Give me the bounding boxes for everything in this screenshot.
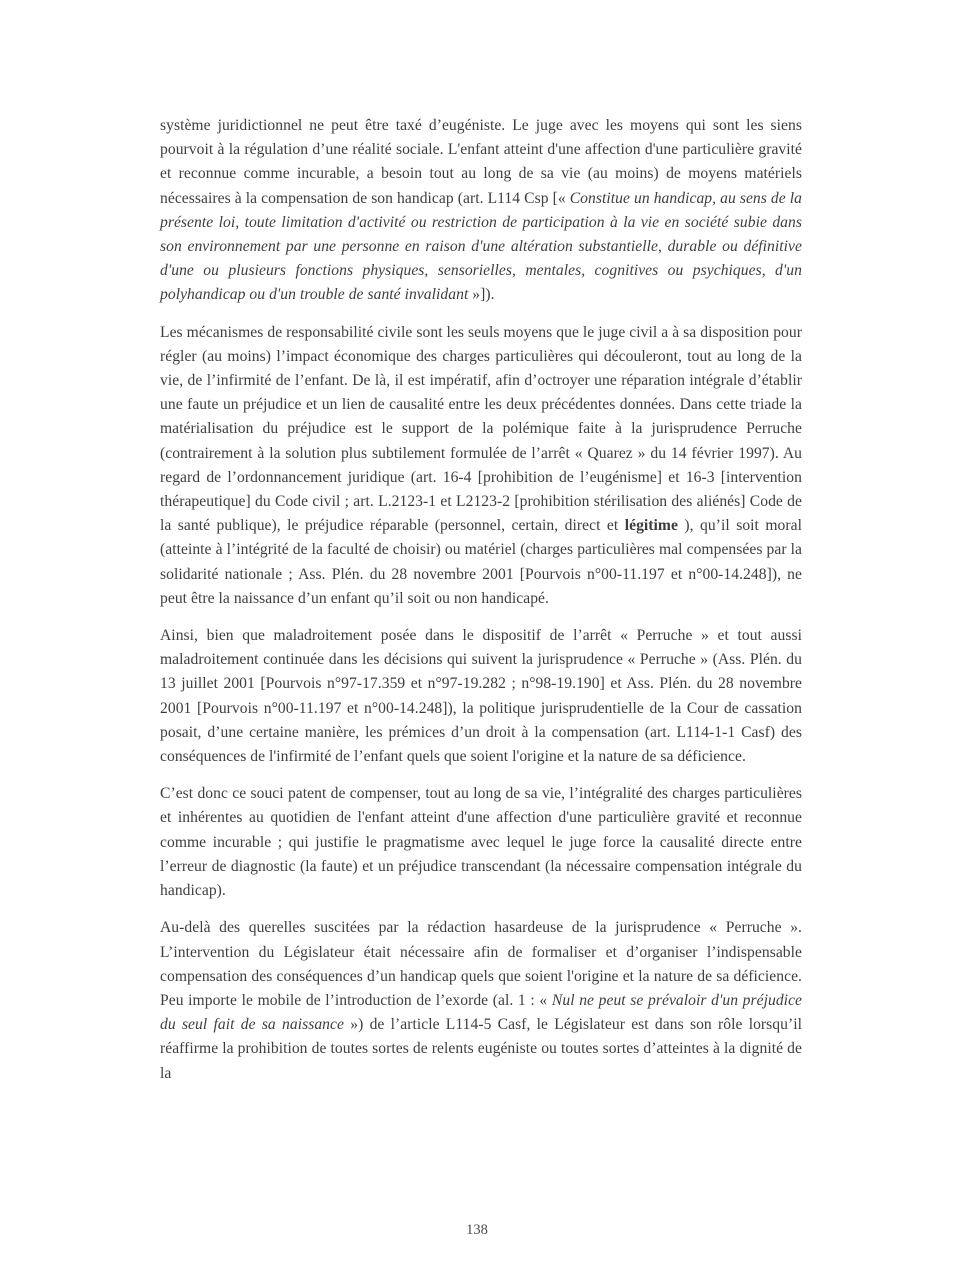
page-number: 138 — [466, 1222, 488, 1238]
body-paragraph — [160, 624, 802, 769]
paragraph-run: Au-delà des querelles suscitées par la rédaction hasardeuse de la jurisprudence « Perruche ». L’intervention du Législateur était nécessaire afin de formaliser et d’organiser l’indispensable compensation des conséquences d’un handicap quels que soient l'origine et la nature de sa déficience. Peu importe le mobile de l’introduction de l’exorde (al. 1 : « — [160, 919, 802, 1009]
paragraph-run-italic: Constitue un handicap, au sens de la présente loi, toute limitation d'activité ou restriction de participation à la vie en société subie dans son environnement par une personne en raison d'une altération substantielle, durable ou définitive d'une ou plusieurs fonctions physiques, sensorielles, mentales, cognitives ou psychiques, d'un polyhandicap ou d'un trouble de santé invalidant — [160, 189, 803, 304]
paragraph-run: système juridictionnel ne peut être taxé d’eugéniste. Le juge avec les moyens qui sont les siens pourvoit à la régulation d’une réalité sociale. L'enfant atteint d'une affection d'une particulière gravité et reconnue comme incurable, a besoin tout au long de sa vie (au moins) de moyens matériels nécessaires à la compensation de son handicap (art. L114 Csp [« — [160, 117, 802, 207]
paragraph-run: »]). — [468, 286, 495, 304]
paragraph-run: ») de l’article L114-5 Casf, le Législateur est dans son rôle lorsqu’il réaffirme la prohibition de toutes sortes de relents eugéniste ou toutes sortes d’atteintes à la dignité de la — [160, 1016, 802, 1082]
body-paragraph — [160, 321, 802, 611]
text-block — [160, 114, 802, 1099]
body-paragraph — [160, 782, 802, 903]
paragraph-run: ), qu’il soit moral (atteinte à l’intégrité de la faculté de choisir) ou matériel (charges particulières mal compensées par la solidarité nationale ; Ass. Plén. du 28 novembre 2001 [Pourvois n°00-11.197 et n°00-14.248]), ne peut être la naissance d’un enfant qu’il soit ou non handicapé. — [160, 517, 803, 607]
paragraph-run: C’est donc ce souci patent de compenser, tout au long de sa vie, l’intégralité des charges particulières et inhérentes au quotidien de l'enfant atteint d'une affection d'une particulière gravité et reconnue comme incurable ; qui justifie le pragmatisme avec lequel le juge force la causalité directe entre l’erreur de diagnostic (la faute) et un préjudice transcendant (la nécessaire compensation intégrale du handicap). — [160, 785, 802, 900]
paragraph-run: Les mécanismes de responsabilité civile sont les seuls moyens que le juge civil a à sa disposition pour régler (au moins) l’impact économique des charges particulières qui découleront, tout au long de la vie, de l’infirmité de l’enfant. De là, il est impératif, afin d’octroyer une réparation intégrale d’établir une faute un préjudice et un lien de causalité entre les deux précédentes données. Dans cette triade la matérialisation du préjudice est le support de la polémique faite à la jurisprudence Perruche (contrairement à la solution plus subtilement formulée de l’arrêt « Quarez » du 14 février 1997). Au regard de l’ordonnancement juridique (art. 16-4 [prohibition de l’eugénisme] et 16-3 [intervention thérapeutique] du Code civil ; art. L.2123-1 et L2123-2 [prohibition stérilisation des aliénés] Code de la santé publique), le préjudice réparable (personnel, certain, direct et — [160, 323, 802, 535]
body-paragraph — [160, 114, 802, 308]
body-paragraph — [160, 916, 802, 1085]
paragraph-run-italic: Nul ne peut se prévaloir d'un préjudice du seul fait de sa naissance — [160, 991, 803, 1034]
paragraph-run: Ainsi, bien que maladroitement posée dans le dispositif de l’arrêt « Perruche » et tout aussi maladroitement continuée dans les décisions qui suivent la jurisprudence « Perruche » (Ass. Plén. du 13 juillet 2001 [Pourvois n°97-17.359 et n°97-19.282 ; n°98-19.190] et Ass. Plén. du 28 novembre 2001 [Pourvois n°00-11.197 et n°00-14.248]), la politique jurisprudentielle de la Cour de cassation posait, d’une certaine manière, les prémices d’un droit à la compensation (art. L114-1-1 Casf) des conséquences de l'infirmité de l’enfant quels que soient l'origine et la nature de sa déficience. — [160, 627, 802, 766]
paragraph-run-bold: légitime — [624, 517, 678, 535]
